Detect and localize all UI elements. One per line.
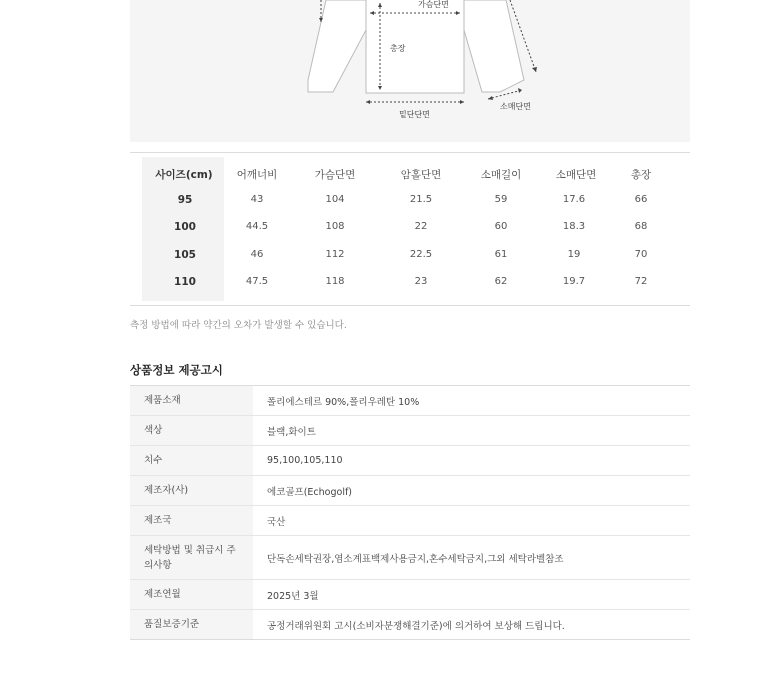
product-info-table [130,385,690,640]
table-cell: 18.3 [562,221,586,232]
row-value: 단독손세탁권장,염소계표백제사용금지,혼수세탁금지,그외 세탁라벨참조 [267,553,564,565]
row-value: 95,100,105,110 [267,455,343,466]
table-cell: 61 [494,249,508,260]
table-cell: 68 [634,221,648,232]
table-cell: 59 [494,194,508,205]
table-cell: 72 [634,276,648,287]
measurement-diagram [130,0,690,142]
sleeve-length-header: 소매길이 [480,169,522,181]
table-row [130,416,690,446]
table-cell: 112 [325,249,345,260]
table-row [130,446,690,476]
chest-header: 가슴단면 [314,169,356,181]
row-label: 제조연월 [130,580,253,609]
table-cell: 108 [325,221,345,232]
row-value: 에코골프(Echogolf) [267,486,353,498]
row-label: 치수 [130,446,253,475]
hem-label: 밑단단면 [399,110,430,119]
table-row [130,536,690,580]
size-header: 사이즈(cm) [155,169,213,181]
sleeve-width-label: 소매단면 [500,102,531,111]
row-label: 제품소재 [130,386,253,415]
table-row [130,580,690,610]
table-row [130,610,690,639]
row-label: 제조자(사) [130,476,253,505]
shoulder-header: 어깨너비 [236,169,278,181]
table-row [130,386,690,416]
row-value: 2025년 3월 [267,590,319,602]
size-95: 95 [177,194,193,206]
measurement-note: 측정 방법에 따라 약간의 오차가 발생할 수 있습니다. [130,320,347,331]
table-cell: 104 [325,194,345,205]
sleeve-width-header: 소매단면 [555,169,597,181]
table-cell: 17.6 [562,194,586,205]
table-cell: 21.5 [409,194,433,205]
table-cell: 70 [634,249,648,260]
row-value: 국산 [267,516,286,528]
table-cell: 19.7 [562,276,586,287]
section-title: 상품정보 제공고시 [130,363,223,377]
total-length-header: 총장 [630,169,652,181]
row-label: 색상 [130,416,253,445]
table-cell: 47.5 [245,276,269,287]
chest-label: 가슴단면 [418,0,449,9]
row-label: 품질보증기준 [130,610,253,639]
size-table [130,152,690,306]
table-cell: 19 [567,249,581,260]
row-value: 블랙,화이트 [267,426,316,438]
table-row [130,476,690,506]
size-105: 105 [174,249,196,261]
table-cell: 44.5 [245,221,269,232]
table-cell: 60 [494,221,508,232]
row-label: 제조국 [130,506,253,535]
table-cell: 62 [494,276,508,287]
size-110: 110 [174,276,196,288]
table-cell: 66 [634,194,648,205]
table-cell: 23 [414,276,428,287]
garment-outline-illustration [130,0,690,142]
table-cell: 22 [414,221,428,232]
table-cell: 118 [325,276,345,287]
size-100: 100 [174,221,196,233]
length-label: 총장 [390,44,406,53]
table-cell: 22.5 [409,249,433,260]
row-value: 공정거래위원회 고시(소비자분쟁해결기준)에 의거하여 보상해 드립니다. [267,620,565,632]
row-value: 폴리에스테르 90%,폴리우레탄 10% [267,396,420,408]
armhole-header: 암홀단면 [400,169,442,181]
table-row [130,506,690,536]
table-cell: 46 [250,249,264,260]
row-label: 세탁방법 및 취급시 주의사항 [130,536,253,579]
table-cell: 43 [250,194,264,205]
